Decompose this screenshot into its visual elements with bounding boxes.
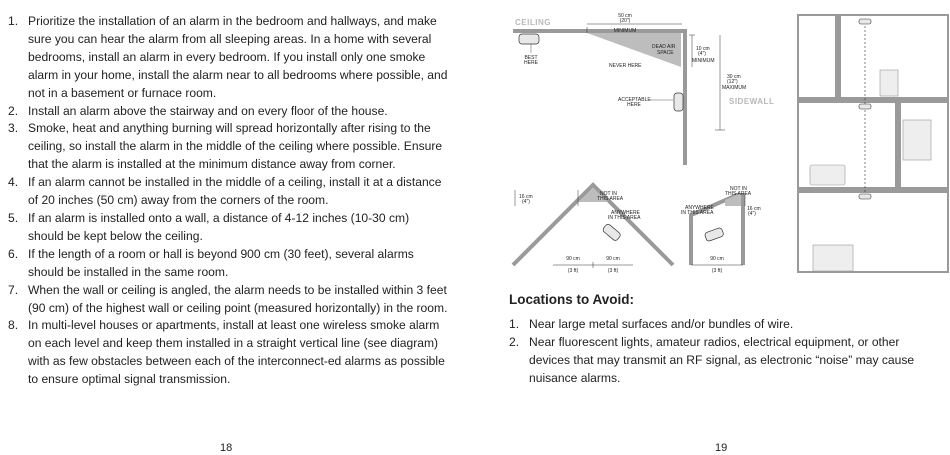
right-page <box>475 0 950 455</box>
ceiling-label: CEILING <box>515 18 551 27</box>
instruction-item <box>8 317 448 389</box>
ceiling-alarm-icon <box>519 34 539 44</box>
item-text: If an alarm cannot be installed in the middle of a ceiling, install it at a distance of 20 inches (50 cm) away from the corners of the room. <box>28 175 442 208</box>
anywhere-label-3: ANYWHERE <box>685 205 714 211</box>
instruction-item <box>8 13 448 103</box>
alarm-level-1-icon <box>859 19 871 24</box>
floor-slab <box>798 97 948 103</box>
installation-instructions <box>8 13 448 389</box>
not-in-label-3: NOT IN <box>730 186 747 192</box>
item-number: 3. <box>8 121 19 136</box>
instruction-item <box>8 246 448 282</box>
dim-3ft-label-2: (3 ft) <box>607 268 619 274</box>
maximum-label: MAXIMUM <box>722 85 747 91</box>
dim-16cm-label-2: 16 cm <box>747 206 761 212</box>
avoid-item <box>509 334 924 388</box>
roof-alarm-icon <box>602 223 622 241</box>
best-here-label-1: BEST <box>524 55 538 61</box>
item-text: Install an alarm above the stairway and on every floor of the house. <box>28 103 388 118</box>
dim-12in-label: (12") <box>727 79 738 85</box>
sidewall-label: SIDEWALL <box>729 97 775 106</box>
anywhere-label-1: ANYWHERE <box>611 210 640 216</box>
slope-alarm-icon <box>704 227 724 242</box>
acceptable-label-1: ACCEPTABLE <box>618 97 651 103</box>
item-text: If an alarm is installed onto a wall, a distance of 4-12 inches (10-30 cm) should be kept below the ceiling. <box>28 210 410 243</box>
item-number: 8. <box>8 318 19 333</box>
sofa-icon <box>810 165 845 185</box>
dim-4in-label-b: (4") <box>522 199 530 205</box>
page-number: 18 <box>220 442 233 454</box>
item-number: 6. <box>8 246 19 261</box>
not-in-label-1: NOT IN <box>600 191 617 197</box>
placement-diagrams <box>475 0 950 290</box>
dim-50cm-label: 50 cm <box>618 13 632 19</box>
acceptable-label-2: HERE <box>627 102 641 108</box>
item-text: Near large metal surfaces and/or bundles of wire. <box>529 317 794 331</box>
dead-air-label-2: SPACE <box>657 50 674 56</box>
sloped-ceiling-diagram <box>681 186 761 274</box>
item-number: 5. <box>8 210 19 225</box>
alarm-level-3-icon <box>859 194 871 199</box>
item-text: Prioritize the installation of an alarm in the bedroom and hallways, and make sure you can hear the alarm from all sleeping areas. In a home with several bedrooms, install an alarm in every bedroom. If you install only one smoke alarm in your home, install the alarm near to all bedrooms where possible, and not in a basement or furnace room. <box>28 14 448 100</box>
dim-90cm-label: 90 cm <box>566 256 580 262</box>
page-number: 19 <box>715 442 728 454</box>
dim-30cm-label: 30 cm <box>727 74 741 80</box>
avoid-item <box>509 316 924 334</box>
floor-slab <box>798 187 948 193</box>
dim-16cm-label: 16 cm <box>519 194 533 200</box>
chair-icon <box>880 70 898 96</box>
bed-icon <box>813 245 853 271</box>
bookshelf-icon <box>903 120 931 160</box>
not-in-label-4: THIS AREA <box>725 191 752 197</box>
instruction-item <box>8 282 448 318</box>
dim-3ft-label-3: (3 ft) <box>711 268 723 274</box>
item-text: When the wall or ceiling is angled, the alarm needs to be installed within 3 feet (90 cm) of the highest wall or ceiling point (measured horizontally) in the room. <box>28 282 448 315</box>
item-text: In multi-level houses or apartments, install at least one wireless smoke alarm on each level and keep them installed in a straight vertical line (see diagram) with as few obstacles between each of the interconnect-ed alarms as possible to ensure optimal signal transmission. <box>28 318 445 387</box>
multi-level-house-diagram <box>798 15 948 272</box>
dim-4in-label: (4") <box>698 51 706 57</box>
item-number: 2. <box>509 334 520 349</box>
dim-3ft-label: (3 ft) <box>567 268 579 274</box>
ceiling-sidewall-diagram <box>513 13 774 165</box>
never-here-label: NEVER HERE <box>609 63 642 69</box>
dim-10cm-label: 10 cm <box>696 46 710 52</box>
dim-90cm-label-2: 90 cm <box>606 256 620 262</box>
instruction-item <box>8 174 448 210</box>
instruction-item <box>8 103 448 121</box>
locations-to-avoid-heading: Locations to Avoid: <box>509 292 634 307</box>
item-number: 1. <box>8 14 19 28</box>
minimum-label: MINIMUM <box>613 28 637 34</box>
minimum-label-2: MINIMUM <box>692 58 715 64</box>
anywhere-label-2: IN THIS AREA <box>608 215 641 221</box>
item-text: If the length of a room or hall is beyond 900 cm (30 feet), several alarms should be installed in the same room. <box>28 246 414 279</box>
wall-alarm-icon <box>674 93 683 111</box>
locations-to-avoid-list <box>509 316 924 388</box>
alarm-level-2-icon <box>859 104 871 109</box>
item-number: 7. <box>8 282 19 297</box>
item-number: 2. <box>8 103 19 118</box>
dim-4in-label-c: (4") <box>748 211 756 217</box>
anywhere-label-4: IN THIS AREA <box>681 210 714 216</box>
instruction-item <box>8 120 448 174</box>
item-number: 1. <box>509 317 520 331</box>
dim-90cm-label-3: 90 cm <box>710 256 724 262</box>
peaked-ceiling-diagram <box>513 185 673 274</box>
item-text: Smoke, heat and anything burning will spread horizontally after rising to the ceiling, so install the alarm in the middle of the ceiling where possible. Ensure that the alarm is installed at the minimum distance away from corner. <box>28 121 443 172</box>
best-here-label-2: HERE <box>524 60 538 66</box>
dead-air-label-1: DEAD AIR <box>652 44 676 50</box>
not-in-label-2: THIS AREA <box>597 196 624 202</box>
instruction-item <box>8 210 448 246</box>
item-number: 4. <box>8 175 19 190</box>
item-text: Near fluorescent lights, amateur radios, electrical equipment, or other devices that may transmit an RF signal, as electronic “noise” may cause nuisance alarms. <box>529 334 915 385</box>
dim-20in-label: (20") <box>619 18 631 24</box>
